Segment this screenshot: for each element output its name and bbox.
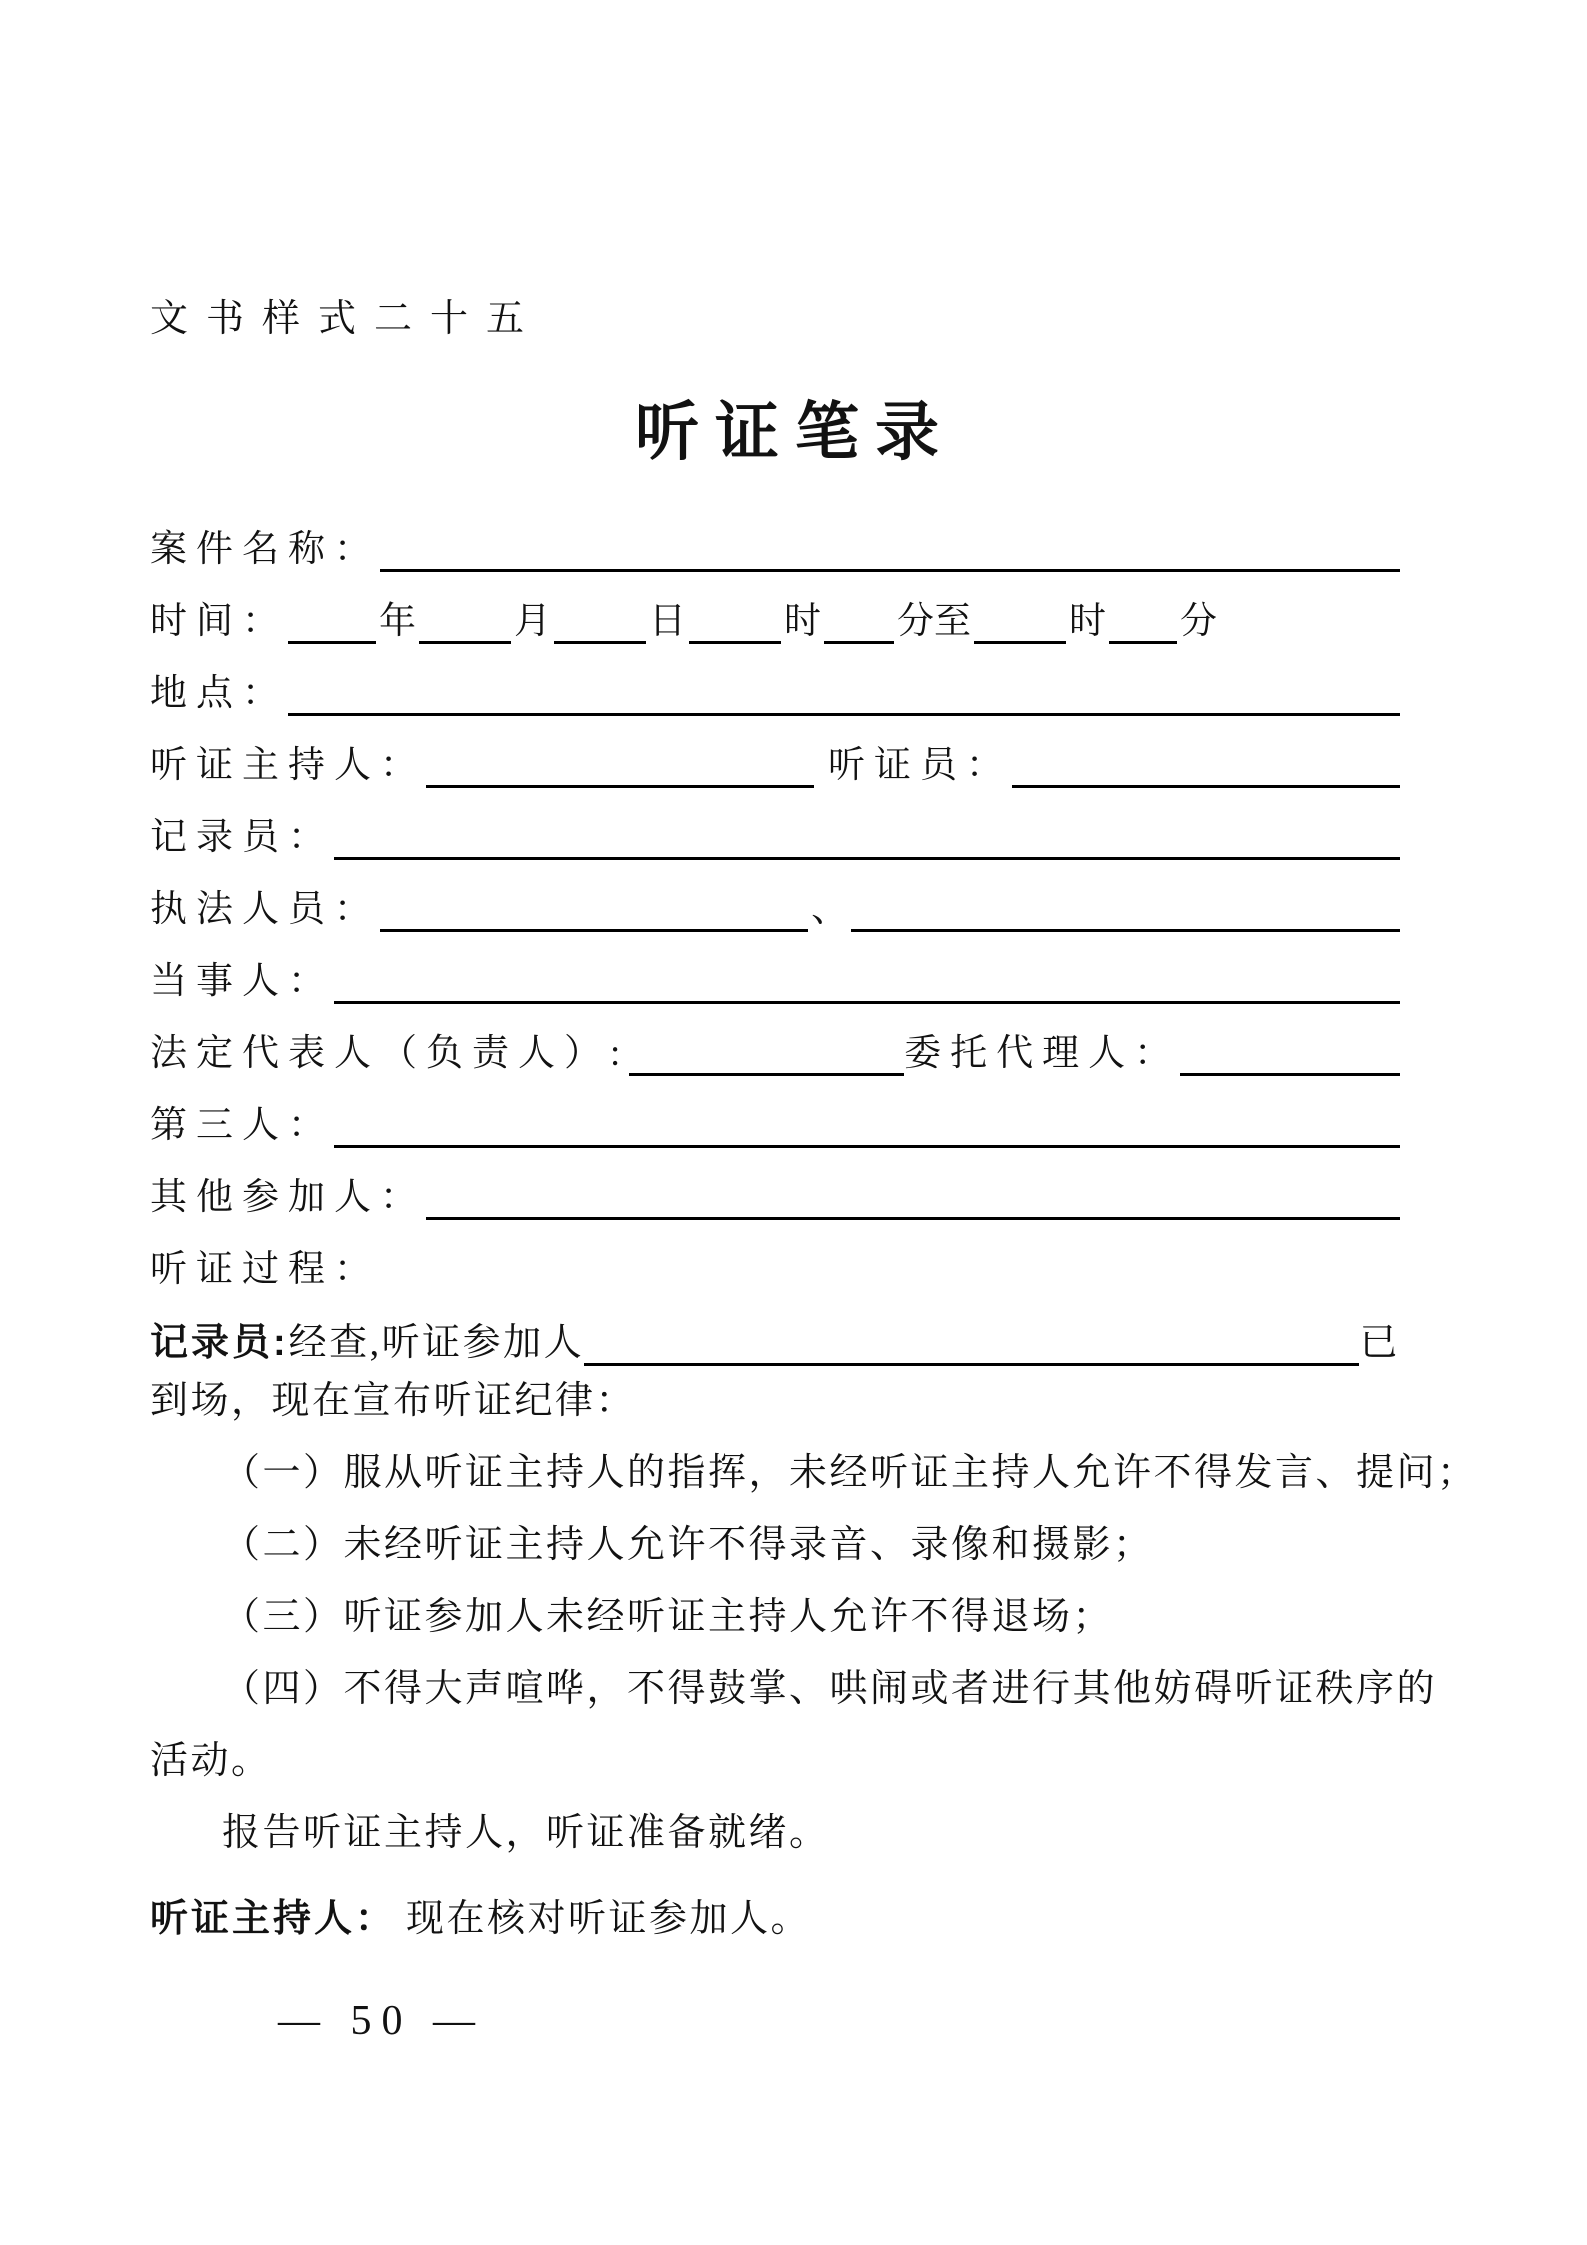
row-legal-representative [150,1010,1400,1082]
time-hour-start-unit: 时 [784,601,821,642]
hearing-officer-label: 听证员： [828,745,1012,786]
form-body [150,506,1478,1946]
third-party-label: 第三人： [150,1105,334,1146]
enforcement-officer1-blank-line [380,895,808,932]
doc-style-label: 文书样式二十五 [150,298,543,340]
recorder-statement-continuation: 到场，现在宣布听证纪律： [150,1380,637,1422]
hearing-rule-4-continuation: 活动。 [150,1740,272,1782]
row-recorder [150,794,1400,866]
hearing-rule-4: （四）不得大声喧哗，不得鼓掌、哄闹或者进行其他妨碍听证秩序的 [222,1668,1438,1710]
time-month-unit: 月 [514,601,551,642]
time-day-blank-line [554,607,646,644]
party-label: 当事人： [150,961,334,1002]
hearing-rule-2: （二）未经听证主持人允许不得录音、录像和摄影； [222,1524,1154,1566]
hearing-rule-1: （一）服从听证主持人的指挥，未经听证主持人允许不得发言、提问； [222,1452,1478,1494]
time-month-blank-line [419,607,511,644]
row-enforcement-officers [150,866,1400,938]
time-year-unit: 年 [379,601,416,642]
time-minute-end-blank-line [1109,607,1177,644]
participants-blank-line [584,1329,1359,1366]
host-label: 听证主持人： [150,745,426,786]
hearing-process-label: 听证过程： [150,1249,380,1290]
host-statement-text: 现在核对听证参加人。 [406,1898,812,1940]
recorder-speaker-label: 记录员: [150,1322,289,1364]
time-minute-to-unit: 分至 [897,601,971,642]
time-day-unit: 日 [649,601,686,642]
hearing-rule-3: （三）听证参加人未经听证主持人允许不得退场； [222,1596,1114,1638]
enforcement-officer2-blank-line [851,895,1400,932]
row-hearing-process [150,1226,1400,1298]
case-name-blank-line [380,535,1400,572]
time-year-blank-line [288,607,376,644]
recorder-statement-text: 经查,听证参加人 [288,1322,585,1364]
time-hour-end-unit: 时 [1069,601,1106,642]
hearing-officer-blank-line [1012,751,1400,788]
time-minute-start-blank-line [824,607,894,644]
page-number: — 50 — [278,1998,485,2044]
other-participants-label: 其他参加人： [150,1177,426,1218]
row-third-party [150,1082,1400,1154]
location-blank-line [288,679,1400,716]
document-title: 听证笔录 [635,397,955,468]
other-participants-blank-line [426,1183,1400,1220]
row-time [150,578,1400,650]
recorder-statement-line [150,1298,1400,1370]
location-label: 地点： [150,673,288,714]
recorder-label: 记录员： [150,817,334,858]
entrusted-agent-blank-line [1180,1039,1400,1076]
time-label: 时间： [150,601,288,642]
host-speaker-label: 听证主持人： [150,1898,397,1940]
report-ready-line: 报告听证主持人，听证准备就绪。 [222,1812,830,1854]
third-party-blank-line [334,1111,1400,1148]
row-case-name [150,506,1400,578]
time-minute-end-unit: 分 [1180,601,1217,642]
time-hour-end-blank-line [974,607,1066,644]
host-blank-line [426,751,814,788]
row-location [150,650,1400,722]
entrusted-agent-label: 委托代理人： [904,1033,1181,1074]
row-host-officer [150,722,1400,794]
legal-representative-label: 法定代表人（负责人）: [150,1033,630,1074]
row-party [150,938,1400,1010]
recorder-statement-suffix: 已 [1359,1322,1400,1364]
party-blank-line [334,967,1400,1004]
row-other-participants [150,1154,1400,1226]
legal-representative-blank-line [629,1039,904,1076]
host-statement-line [150,1874,1400,1946]
case-name-label: 案件名称： [150,529,380,570]
enumeration-mark: 、 [811,889,849,930]
recorder-blank-line [334,823,1400,860]
enforcement-officers-label: 执法人员： [150,889,380,930]
time-hour-start-blank-line [689,607,781,644]
